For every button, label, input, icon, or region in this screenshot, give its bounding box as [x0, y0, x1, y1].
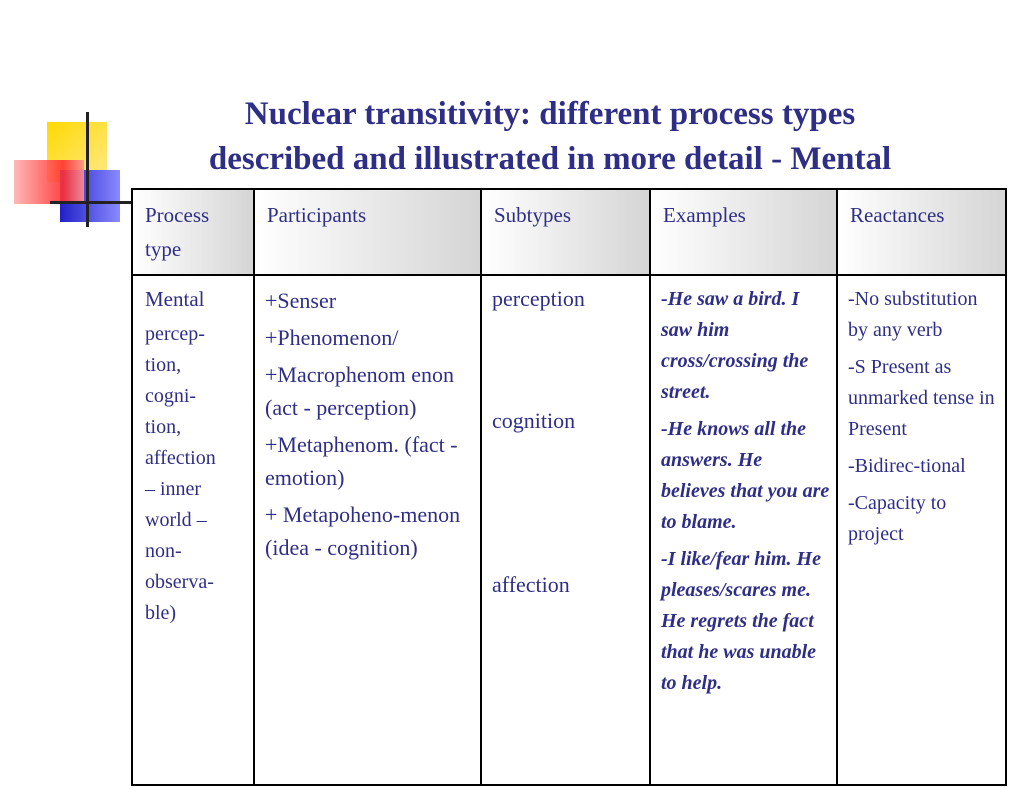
- reactance-item: -Bidirec-tional: [848, 455, 966, 477]
- example-item: -He knows all the answers. He believes that you are to blame.: [661, 418, 830, 533]
- subtype-item: affection: [492, 572, 570, 597]
- participant-item: +Metaphenom. (fact - emotion): [265, 432, 458, 490]
- participant-item: +Macrophenom enon (act - perception): [265, 362, 454, 420]
- title-line-1: Nuclear transitivity: different process types: [244, 96, 856, 132]
- process-type-line: world –: [145, 509, 207, 531]
- cell-subtypes: [481, 275, 650, 785]
- reactance-item: -S Present as unmarked tense in Present: [848, 356, 995, 440]
- cell-process-type: [132, 275, 254, 785]
- process-type-line: non-: [145, 540, 182, 562]
- participant-item: +Phenomenon/: [265, 325, 399, 350]
- header-participants: Participants: [254, 189, 481, 275]
- participant-item: + Metapoheno-menon (idea - cognition): [265, 502, 461, 560]
- deco-horizontal-line: [50, 201, 132, 204]
- participant-item: +Senser: [265, 288, 337, 313]
- cell-reactances: [837, 275, 1006, 785]
- header-subtypes: Subtypes: [481, 189, 650, 275]
- process-type-line: percep-: [145, 323, 205, 345]
- reactance-item: -Capacity to project: [848, 492, 947, 545]
- cell-examples: [650, 275, 837, 785]
- process-type-line: cogni-: [145, 385, 197, 407]
- table-header-row: [132, 189, 1006, 275]
- reactance-item: -No substitution by any verb: [848, 288, 978, 341]
- table-row: [132, 275, 1006, 785]
- subtype-item: cognition: [492, 408, 576, 433]
- header-process-type: Process type: [132, 189, 254, 275]
- process-type-line: tion,: [145, 416, 182, 438]
- process-type-line: ble): [145, 602, 177, 624]
- process-type-main: Mental: [145, 287, 205, 311]
- title-line-2: described and illustrated in more detail - Mental: [208, 141, 892, 177]
- deco-vertical-line: [86, 112, 89, 227]
- slide-title: [120, 92, 980, 182]
- example-item: -He saw a bird. I saw him cross/crossing the street.: [661, 288, 809, 403]
- header-reactances: Reactances: [837, 189, 1006, 275]
- process-type-line: – inner: [145, 478, 202, 500]
- process-type-line: affection: [145, 447, 216, 469]
- deco-red-bar: [14, 160, 84, 204]
- cell-participants: [254, 275, 481, 785]
- process-type-line: tion,: [145, 354, 182, 376]
- header-examples: Examples: [650, 189, 837, 275]
- subtype-item: perception: [492, 286, 585, 311]
- process-type-line: observa-: [145, 571, 214, 593]
- process-table: [131, 188, 1005, 788]
- example-item: -I like/fear him. He pleases/scares me. He regrets the fact that he was unable to help.: [661, 548, 821, 694]
